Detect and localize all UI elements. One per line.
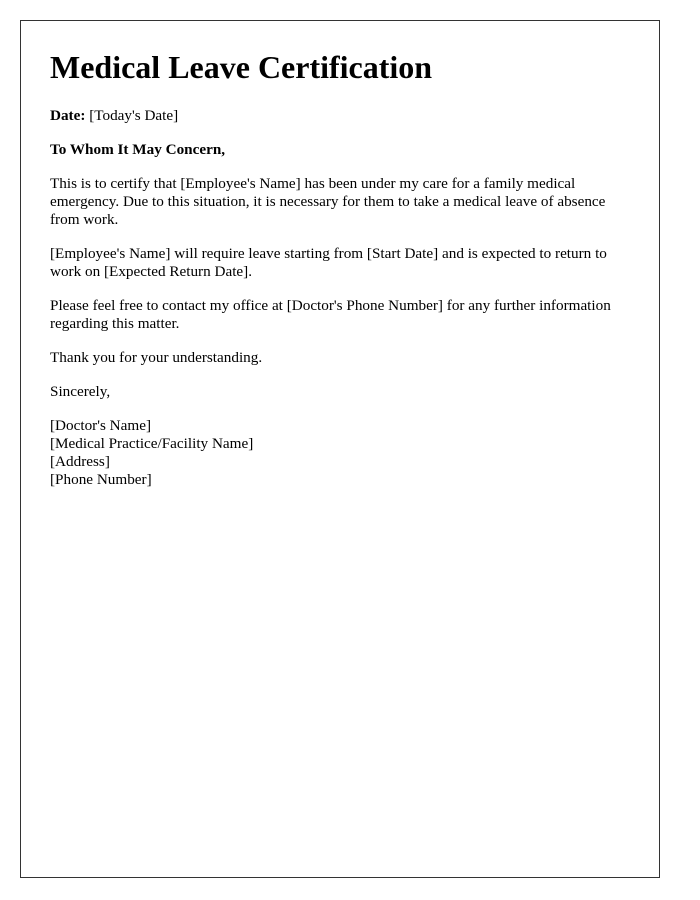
signature-doctor-name: [Doctor's Name] xyxy=(50,417,151,434)
date-value: [Today's Date] xyxy=(89,107,179,124)
body-paragraph-thanks: Thank you for your understanding. xyxy=(50,349,263,366)
salutation: To Whom It May Concern, xyxy=(50,141,226,158)
body-paragraph-certification: This is to certify that [Employee's Name] has been under my care for a family medical emergency. Due to this situation, it is necessary for them to take a medical leave of absence from work. xyxy=(50,175,606,228)
letter-page xyxy=(20,20,660,878)
signature-facility: [Medical Practice/Facility Name] xyxy=(50,435,254,452)
date-line xyxy=(50,107,630,125)
closing: Sincerely, xyxy=(50,383,111,400)
document-title: Medical Leave Certification xyxy=(50,49,433,85)
signature-phone: [Phone Number] xyxy=(50,471,152,488)
body-paragraph-leave-dates: [Employee's Name] will require leave starting from [Start Date] and is expected to return to work on [Expected Return Date]. xyxy=(50,245,607,280)
signature-block xyxy=(50,417,630,489)
signature-address: [Address] xyxy=(50,453,110,470)
date-label: Date: xyxy=(50,107,86,124)
body-paragraph-contact: Please feel free to contact my office at [Doctor's Phone Number] for any further information regarding this matter. xyxy=(50,297,611,332)
